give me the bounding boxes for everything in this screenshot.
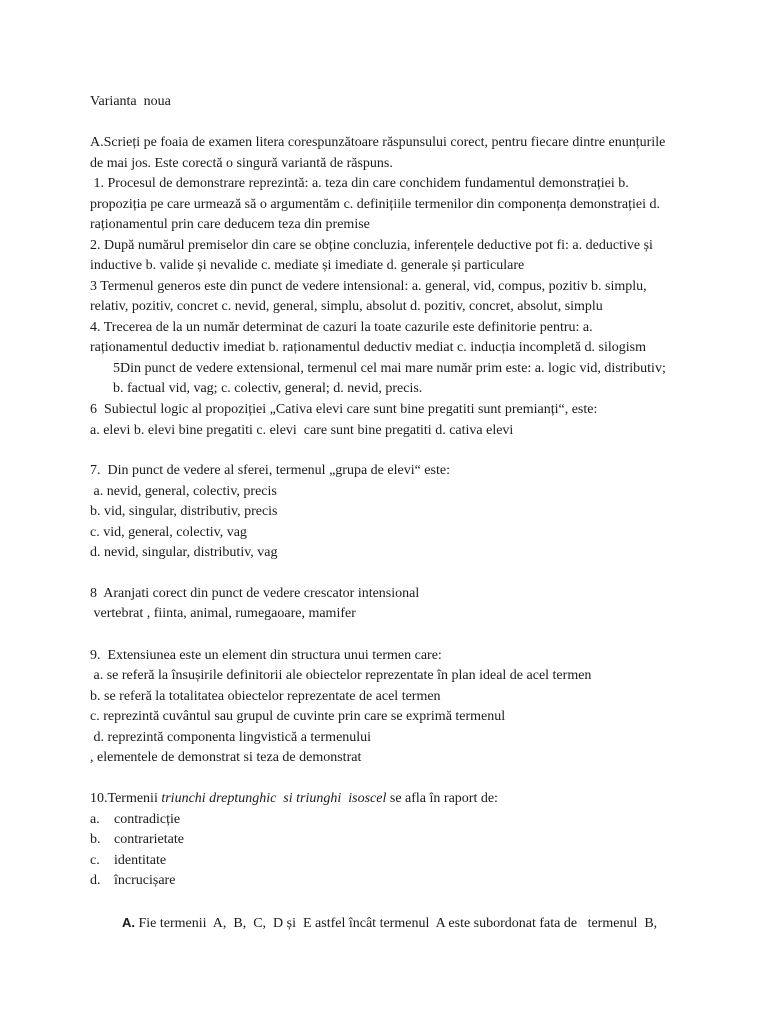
question-9-option-a: a. se referă la însușirile definitorii ale obiectelor reprezentate în plan ideal de acel termen xyxy=(90,668,592,683)
question-3-line-2: relativ, pozitiv, concret c. nevid, general, simplu, absolut d. pozitiv, concret, absolut, simplu xyxy=(90,299,603,314)
final-exercise-text: Fie termenii A, B, C, D și E astfel încât termenul A este subordonat fata de termenul B, xyxy=(135,916,658,931)
question-6-line-2: a. elevi b. elevi bine pregatiti c. elevi care sunt bine pregatiti d. cativa elevi xyxy=(90,423,514,438)
question-9-extra-line: , elementele de demonstrat si teza de demonstrat xyxy=(90,750,362,765)
question-10-option xyxy=(90,832,184,848)
option-letter: a. xyxy=(90,812,100,827)
document-title: Varianta noua xyxy=(90,94,171,109)
option-text: contradicție xyxy=(114,812,181,827)
question-10 xyxy=(90,791,498,807)
question-4-line-1: 4. Trecerea de la un număr determinat de cazuri la toate cazurile este definitorie pentru: a. xyxy=(90,320,593,335)
final-exercise-label: A. xyxy=(122,915,135,930)
question-10-terms: triunchi dreptunghic si triunghi isoscel xyxy=(161,791,387,806)
question-10-suffix: se afla în raport de: xyxy=(386,791,498,806)
question-7-option-a: a. nevid, general, colectiv, precis xyxy=(90,484,277,499)
option-letter: d. xyxy=(90,873,101,888)
instruction-line-2: de mai jos. Este corectă o singură variantă de răspuns. xyxy=(90,156,393,171)
question-1-line-2: propoziția pe care urmează să o argumentăm c. definițiile termenilor din componența demonstrației d. xyxy=(90,197,661,212)
question-2-line-1: 2. După numărul premiselor din care se obține concluzia, inferențele deductive pot fi: a. deductive și xyxy=(90,238,653,253)
question-6-line-1: 6 Subiectul logic al propoziției „Cativa elevi care sunt bine pregatiti sunt premianți“, este: xyxy=(90,402,598,417)
question-1-line-3: raționamentul prin care deducem teza din premise xyxy=(90,217,370,232)
final-exercise-line xyxy=(122,915,657,932)
question-2-line-2: inductive b. valide și nevalide c. mediate și imediate d. generale și particulare xyxy=(90,258,525,273)
question-9-option-b: b. se referă la totalitatea obiectelor reprezentate de acel termen xyxy=(90,689,441,704)
question-8: 8 Aranjati corect din punct de vedere crescator intensional xyxy=(90,586,420,601)
option-text: identitate xyxy=(114,853,167,868)
question-7-option-d: d. nevid, singular, distributiv, vag xyxy=(90,545,278,560)
question-9-option-d: d. reprezintă componenta lingvistică a termenului xyxy=(90,730,372,745)
question-5-line-1: 5Din punct de vedere extensional, termenul cel mai mare număr prim este: a. logic vid, distributiv; xyxy=(113,361,666,376)
question-7-option-c: c. vid, general, colectiv, vag xyxy=(90,525,247,540)
option-letter: b. xyxy=(90,832,101,847)
question-9-option-c: c. reprezintă cuvântul sau grupul de cuvinte prin care se exprimă termenul xyxy=(90,709,506,724)
question-8-terms: vertebrat , fiinta, animal, rumegaoare, mamifer xyxy=(90,606,356,621)
question-3-line-1: 3 Termenul generos este din punct de vedere intensional: a. general, vid, compus, pozitiv b. simplu, xyxy=(90,279,647,294)
question-5-line-2: b. factual vid, vag; c. colectiv, general; d. nevid, precis. xyxy=(113,381,423,396)
option-text: contrarietate xyxy=(114,832,184,847)
question-10-option xyxy=(90,812,180,828)
question-7: 7. Din punct de vedere al sferei, termenul „grupa de elevi“ este: xyxy=(90,463,450,478)
question-1-line-1: 1. Procesul de demonstrare reprezintă: a. teza din care conchidem fundamentul demonstrației b. xyxy=(90,176,629,191)
instruction-line-1: A.Scrieți pe foaia de examen litera corespunzătoare răspunsului corect, pentru fiecare dintre enunțurile xyxy=(90,135,666,150)
question-10-option xyxy=(90,873,175,889)
question-9: 9. Extensiunea este un element din structura unui termen care: xyxy=(90,648,442,663)
question-7-option-b: b. vid, singular, distributiv, precis xyxy=(90,504,278,519)
question-4-line-2: raționamentul deductiv imediat b. raționamentul deductiv mediat c. inducția incompletă d. silogism xyxy=(90,340,646,355)
question-10-prefix: 10.Termenii xyxy=(90,791,162,806)
option-letter: c. xyxy=(90,853,100,868)
question-10-option xyxy=(90,853,166,869)
option-text: încrucișare xyxy=(114,873,176,888)
